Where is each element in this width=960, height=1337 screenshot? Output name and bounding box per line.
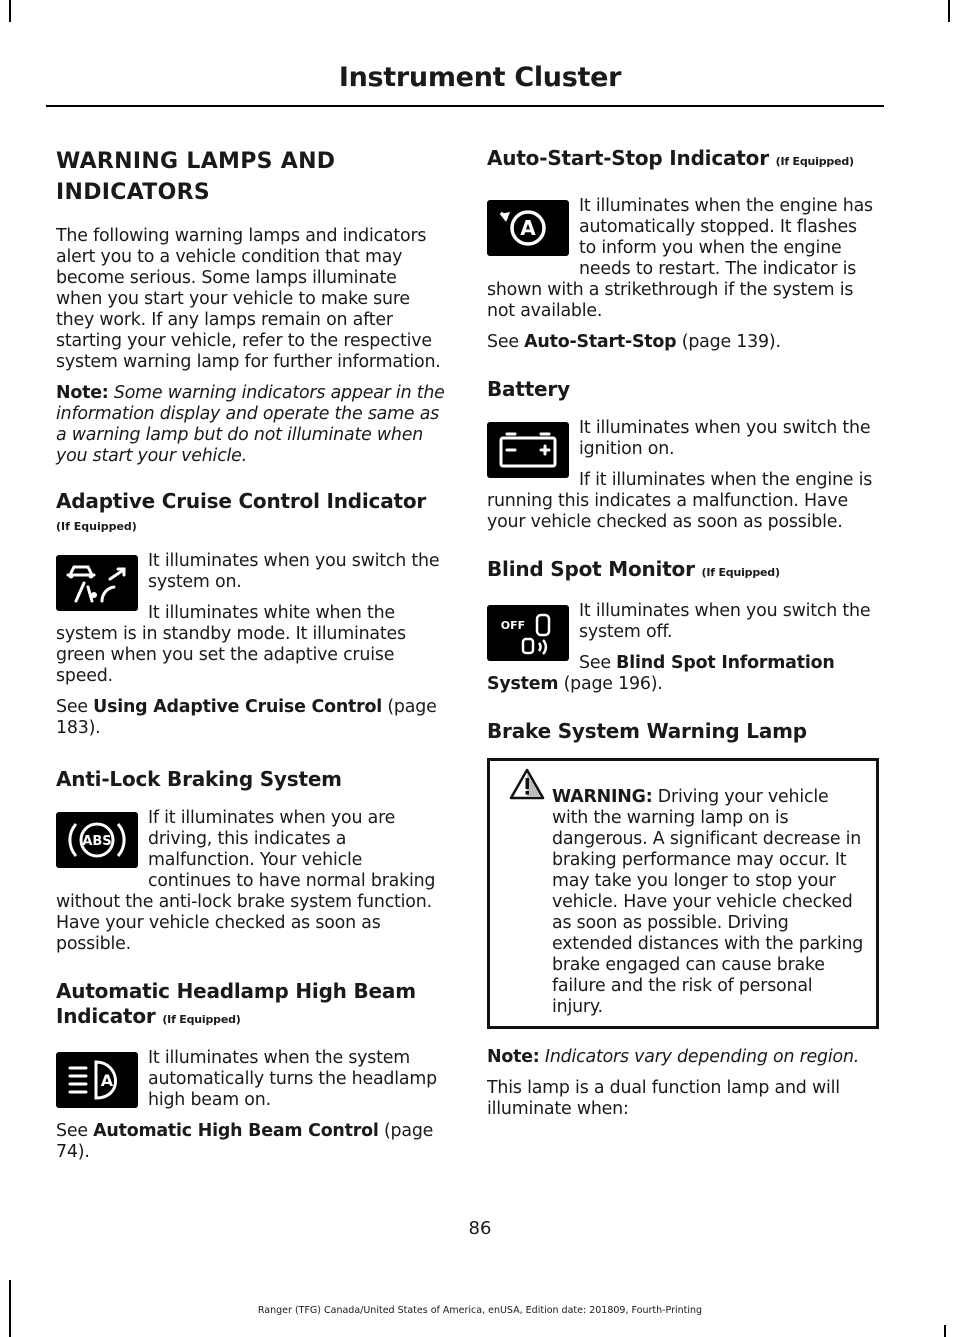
warning-box [487,758,879,1029]
brake-text-1: This lamp is a dual function lamp and will illuminate when: [487,1078,840,1119]
crop-mark [944,1325,946,1337]
ahb-see: See Automatic High Beam Control (page 74). [56,1121,434,1162]
warning-triangle-icon [508,767,546,801]
adaptive-cruise-icon [56,555,138,611]
note-text: Some warning indicators appear in the information display and operate the same as a warning lamp but do not illuminate when you start your vehicle. [56,383,445,466]
left-column [56,146,448,1173]
main-heading: WARNING LAMPS AND INDICATORS [56,149,336,205]
page-number: 86 [468,1218,492,1239]
brake-heading: Brake System Warning Lamp [487,719,807,743]
bsm-link[interactable]: Blind Spot Information System [487,653,835,694]
acc-link[interactable]: Using Adaptive Cruise Control [93,697,383,717]
ahb-link[interactable]: Automatic High Beam Control [93,1121,379,1141]
auto-start-stop-icon [487,200,569,256]
abs-text-1: If it illuminates when you are driving, this indicates a malfunction. Your vehicle continues to have normal braking without the anti-lock brake system function. Have your vehicle checked as soon as possible. [56,808,436,954]
ass-heading: Auto-Start-Stop Indicator (If Equipped) [487,146,854,170]
warning-label: WARNING: [552,787,653,807]
crop-mark [9,0,11,22]
crop-mark [948,0,950,22]
ass-see: See Auto-Start-Stop (page 139). [487,332,781,352]
bsm-icon-text: OFF [500,619,526,632]
ahb-text-1: It illuminates when the system automatically turns the headlamp high beam on. [148,1048,437,1110]
acc-heading: Adaptive Cruise Control Indicator [56,489,427,513]
ass-icon-text: A [520,216,536,240]
acc-text-2: It illuminates white when the system is in standby mode. It illuminates green when you set the adaptive cruise speed. [56,603,406,686]
acc-see: See Using Adaptive Cruise Control (page 183). [56,697,437,738]
acc-if-equipped: (If Equipped) [56,520,137,533]
battery-text-2: If it illuminates when the engine is running this indicates a malfunction. Have your vehicle checked as soon as possible. [487,470,873,532]
right-column [487,146,879,1130]
bsm-text-1: It illuminates when you switch the system off. [579,601,871,642]
ahb-icon-text: A [100,1071,114,1090]
battery-text-1: It illuminates when you switch the ignition on. [579,418,871,459]
ahb-if-equipped: (If Equipped) [162,1013,241,1026]
acc-text-1: It illuminates when you switch the system on. [148,551,440,592]
header-rule [46,105,884,107]
note-label: Note: [56,383,109,403]
note-paragraph [56,383,448,467]
battery-icon [487,422,569,478]
bsm-heading: Blind Spot Monitor (If Equipped) [487,557,780,581]
bsm-see: See Blind Spot Information System (page 196). [487,653,835,694]
ahb-heading: Automatic Headlamp High Beam Indicator (If Equipped) [56,979,416,1028]
ass-link[interactable]: Auto-Start-Stop [524,332,677,352]
page-title: Instrument Cluster [338,62,622,93]
ass-text-1: It illuminates when the engine has automatically stopped. It flashes to inform you when the engine needs to restart. The indicator is shown with a strikethrough if the system is not available. [487,196,873,321]
abs-heading: Anti-Lock Braking System [56,767,342,791]
blind-spot-icon [487,605,569,661]
warning-text: Driving your vehicle with the warning lamp on is dangerous. A significant decrease in braking performance may occur. It may take you longer to stop your vehicle. Have your vehicle checked as soon as possible. Driving extended distances with the parking brake engaged can cause brake failure and the risk of personal injury. [552,787,864,1017]
footer-edition: Ranger (TFG) Canada/United States of America, enUSA, Edition date: 201809, Fourth-Printing [257,1305,703,1316]
brake-note: Note: Indicators vary depending on region. [487,1047,860,1067]
bsm-if-equipped: (If Equipped) [701,566,780,579]
intro-paragraph: The following warning lamps and indicators alert you to a vehicle condition that may become serious. Some lamps illuminate when you start your vehicle to make sure they work. If any lamps remain on after starting your vehicle, refer to the respective system warning lamp for further information. [56,226,441,372]
ass-if-equipped: (If Equipped) [775,155,854,168]
auto-high-beam-icon [56,1052,138,1108]
abs-icon-text: ABS [82,834,112,849]
battery-heading: Battery [487,377,570,401]
abs-icon [56,812,138,868]
